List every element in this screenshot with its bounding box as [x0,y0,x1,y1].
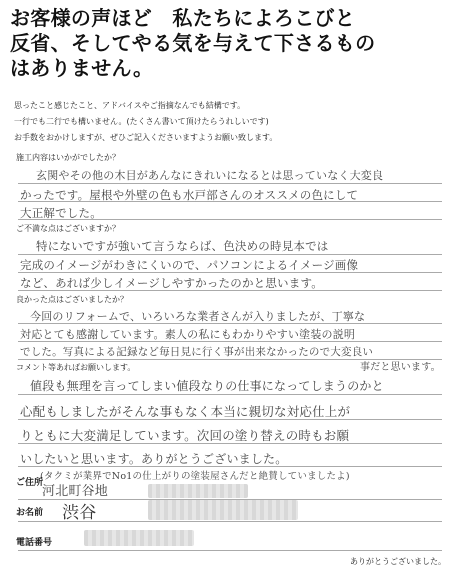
rule-line [18,290,442,291]
address-label: ご住所 [16,478,44,488]
title-line: はありません。 [10,56,154,80]
address-value: 河北町谷地 [42,484,109,499]
answer-line: 今回のリフォームで、いろいろな業者さんが入りましたが、丁寧な [30,310,366,323]
question-construction: 施工内容はいかがでしたか？ [16,153,120,162]
name-label: お名前 [16,508,44,518]
redacted-phone [84,530,194,546]
rule-line [18,323,442,324]
intro-line: お手数をおかけしますが、ぜひご記入くださいますようお願い致します。 [14,133,278,142]
rule-line [18,219,442,220]
rule-line [18,419,442,420]
intro-line: 一行でも二行でも構いません。(たくさん書いて頂けたらうれしいです) [14,117,269,126]
answer-line: 心配もしましたがそんな事もなく本当に親切な対応仕上が [20,404,351,419]
answer-line: かったです。屋根や外壁の色も水戸部さんのオススメの色にして [20,188,359,202]
answer-line: 特にないですが強いて言うならば、色決めの時見本では [36,239,329,253]
rule-line [18,272,442,273]
answer-line: でした。写真による記録など毎日見に行く事が出来なかったので大変良い [20,346,374,358]
rule-line [18,466,442,467]
answer-line: 玄関やその他の木目があんなにきれいになるとは思っていなく大変良 [36,169,384,182]
question-good-points: 良かった点はございましたか？ [16,295,128,304]
rule-line [18,341,442,342]
question-comments: コメント等あればお願いします。 [16,363,136,372]
redacted-name [148,500,298,520]
phone-label: 電話番号 [16,538,53,548]
intro-text [14,98,277,146]
answer-line: 値段も無理を言ってしまい値段なりの仕事になってしまうのかと [30,379,384,393]
rule-line [18,394,442,395]
title-line: お客様の声ほど 私たちによろこびと [10,6,356,30]
rule-line [18,550,442,551]
answer-line: など、あれば少しイメージしやすかったのかと思います。 [20,276,323,290]
answer-line: りともに大変満足しています。次回の塗り替えの時もお願 [20,428,350,443]
answer-line: 大正解でした。 [20,206,102,220]
sheet-title [10,6,450,81]
answer-line: 事だと思います。 [360,362,441,373]
question-dissatisfaction: ご不満な点はございますか？ [16,224,120,233]
rule-line [18,201,442,202]
closing-thanks: ありがとうございました。 [350,557,446,566]
title-line: 反省、そしてやる気を与えて下さるもの [10,31,376,55]
rule-line [18,359,442,360]
redacted-address [148,484,248,498]
rule-line [18,521,442,522]
answer-line: (タクミが業界でNo1の仕上がりの塗装屋さんだと絶賛していましたよ) [40,471,350,482]
answer-line: 完成のイメージがわきにくいので、パソコンによるイメージ画像 [20,258,359,272]
rule-line [18,183,442,184]
intro-line: 思ったこと感じたこと、アドバイスやご指摘なんでも結構です。 [14,101,246,110]
name-value: 渋谷 [62,503,97,523]
answer-line: 対応とても感謝しています。素人の私にもわかりやすい塗装の説明 [20,328,356,341]
rule-line [18,254,442,255]
rule-line [18,443,442,444]
answer-line: いしたいと思います。ありがとうございました。 [20,452,288,466]
